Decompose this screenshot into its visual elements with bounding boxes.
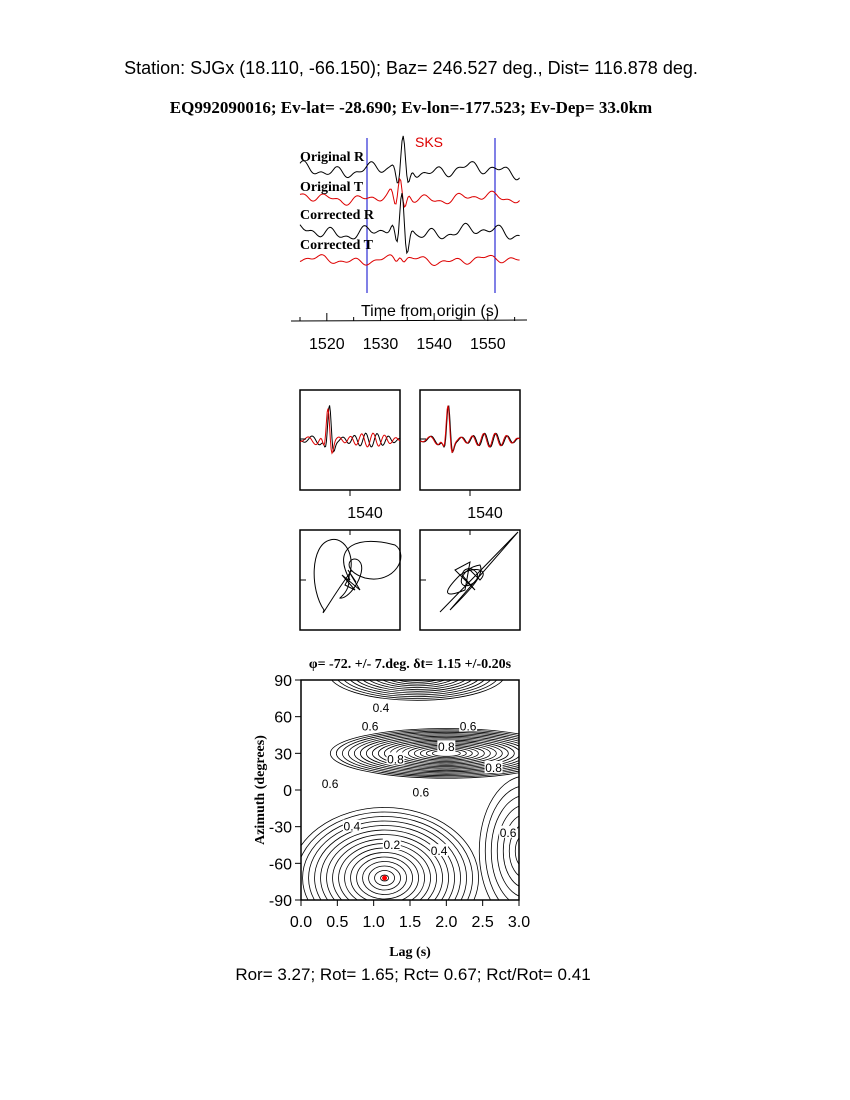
contour-label: 0.8 xyxy=(387,752,404,767)
station-info: Station: SJGx (18.110, -66.150); Baz= 246.527 deg., Dist= 116.878 deg. xyxy=(124,58,698,78)
lag-tick-label: 3.0 xyxy=(507,914,531,931)
misfit-contour-panel xyxy=(253,647,573,960)
contour-ylabel: Azimuth (degrees) xyxy=(253,735,268,845)
contour-right xyxy=(479,776,573,926)
particle-motion-panels xyxy=(300,530,520,630)
trace-label-corrected-t: Corrected T xyxy=(300,238,373,253)
lag-tick-label: 2.0 xyxy=(435,914,458,931)
contour-top xyxy=(329,647,505,700)
azimuth-tick-label: -30 xyxy=(268,819,292,837)
time-tick-label: 1550 xyxy=(470,336,506,353)
contour-right xyxy=(497,805,555,898)
overlay-left-red xyxy=(300,409,400,454)
contour-xlabel: Lag (s) xyxy=(389,945,431,960)
contour-label: 0.4 xyxy=(343,819,361,834)
particle-motion-before xyxy=(314,539,401,612)
lag-tick-label: 0.0 xyxy=(289,914,313,931)
azimuth-tick-label: -60 xyxy=(268,856,292,874)
seismogram-panel xyxy=(291,134,527,353)
misfit-stats: Ror= 3.27; Rot= 1.65; Rct= 0.67; Rct/Rot= 0.41 xyxy=(235,965,591,984)
contour-label: 0.8 xyxy=(485,761,502,775)
time-tick-label: 1540 xyxy=(416,336,452,353)
lag-tick-label: 1.0 xyxy=(362,914,385,931)
waveform-overlay-panels xyxy=(300,390,520,522)
contour-label: 0.6 xyxy=(459,719,477,734)
contour-title: φ= -72. +/- 7.deg. δt= 1.15 +/-0.20s xyxy=(308,657,512,672)
contour-label: 0.6 xyxy=(499,825,517,840)
azimuth-tick-label: 60 xyxy=(274,709,292,727)
contour-label: 0.8 xyxy=(437,740,455,755)
lag-tick-label: 2.5 xyxy=(471,914,494,931)
event-info: EQ992090016; Ev-lat= -28.690; Ev-lon=-177.523; Ev-Dep= 33.0km xyxy=(169,98,653,117)
overlay-right-black xyxy=(420,406,520,452)
overlay-tick-label-left: 1540 xyxy=(347,505,383,522)
contour-label: 0.2 xyxy=(383,838,401,852)
trace-label-corrected-r: Corrected R xyxy=(300,208,374,223)
phase-label: SKS xyxy=(415,134,444,150)
time-tick-label: 1530 xyxy=(362,336,399,353)
overlay-right-red xyxy=(420,406,520,453)
trace-corrected-t xyxy=(300,255,520,266)
contour-right xyxy=(491,795,561,907)
time-axis-label: Time from origin (s) xyxy=(360,303,500,320)
azimuth-tick-label: 90 xyxy=(274,673,292,690)
contour-label: 0.4 xyxy=(430,844,448,859)
contour-label: 0.6 xyxy=(321,776,339,791)
time-tick-label: 1520 xyxy=(309,336,345,353)
contour-right xyxy=(521,843,531,859)
azimuth-tick-label: 0 xyxy=(283,783,292,800)
lag-tick-label: 1.5 xyxy=(398,914,422,931)
trace-label-original-t: Original T xyxy=(300,180,364,195)
contour-label: 0.6 xyxy=(412,785,430,800)
lag-tick-label: 0.5 xyxy=(326,914,349,931)
contour-label: 0.6 xyxy=(361,719,379,734)
particle-motion-after xyxy=(440,532,518,612)
azimuth-tick-label: -90 xyxy=(268,893,292,910)
overlay-box-left xyxy=(300,390,400,490)
azimuth-tick-label: 30 xyxy=(274,746,292,764)
trace-label-original-r: Original R xyxy=(300,150,365,165)
contour-label: 0.4 xyxy=(372,701,390,716)
overlay-tick-label-right: 1540 xyxy=(467,505,503,522)
minimum-marker xyxy=(382,876,387,881)
